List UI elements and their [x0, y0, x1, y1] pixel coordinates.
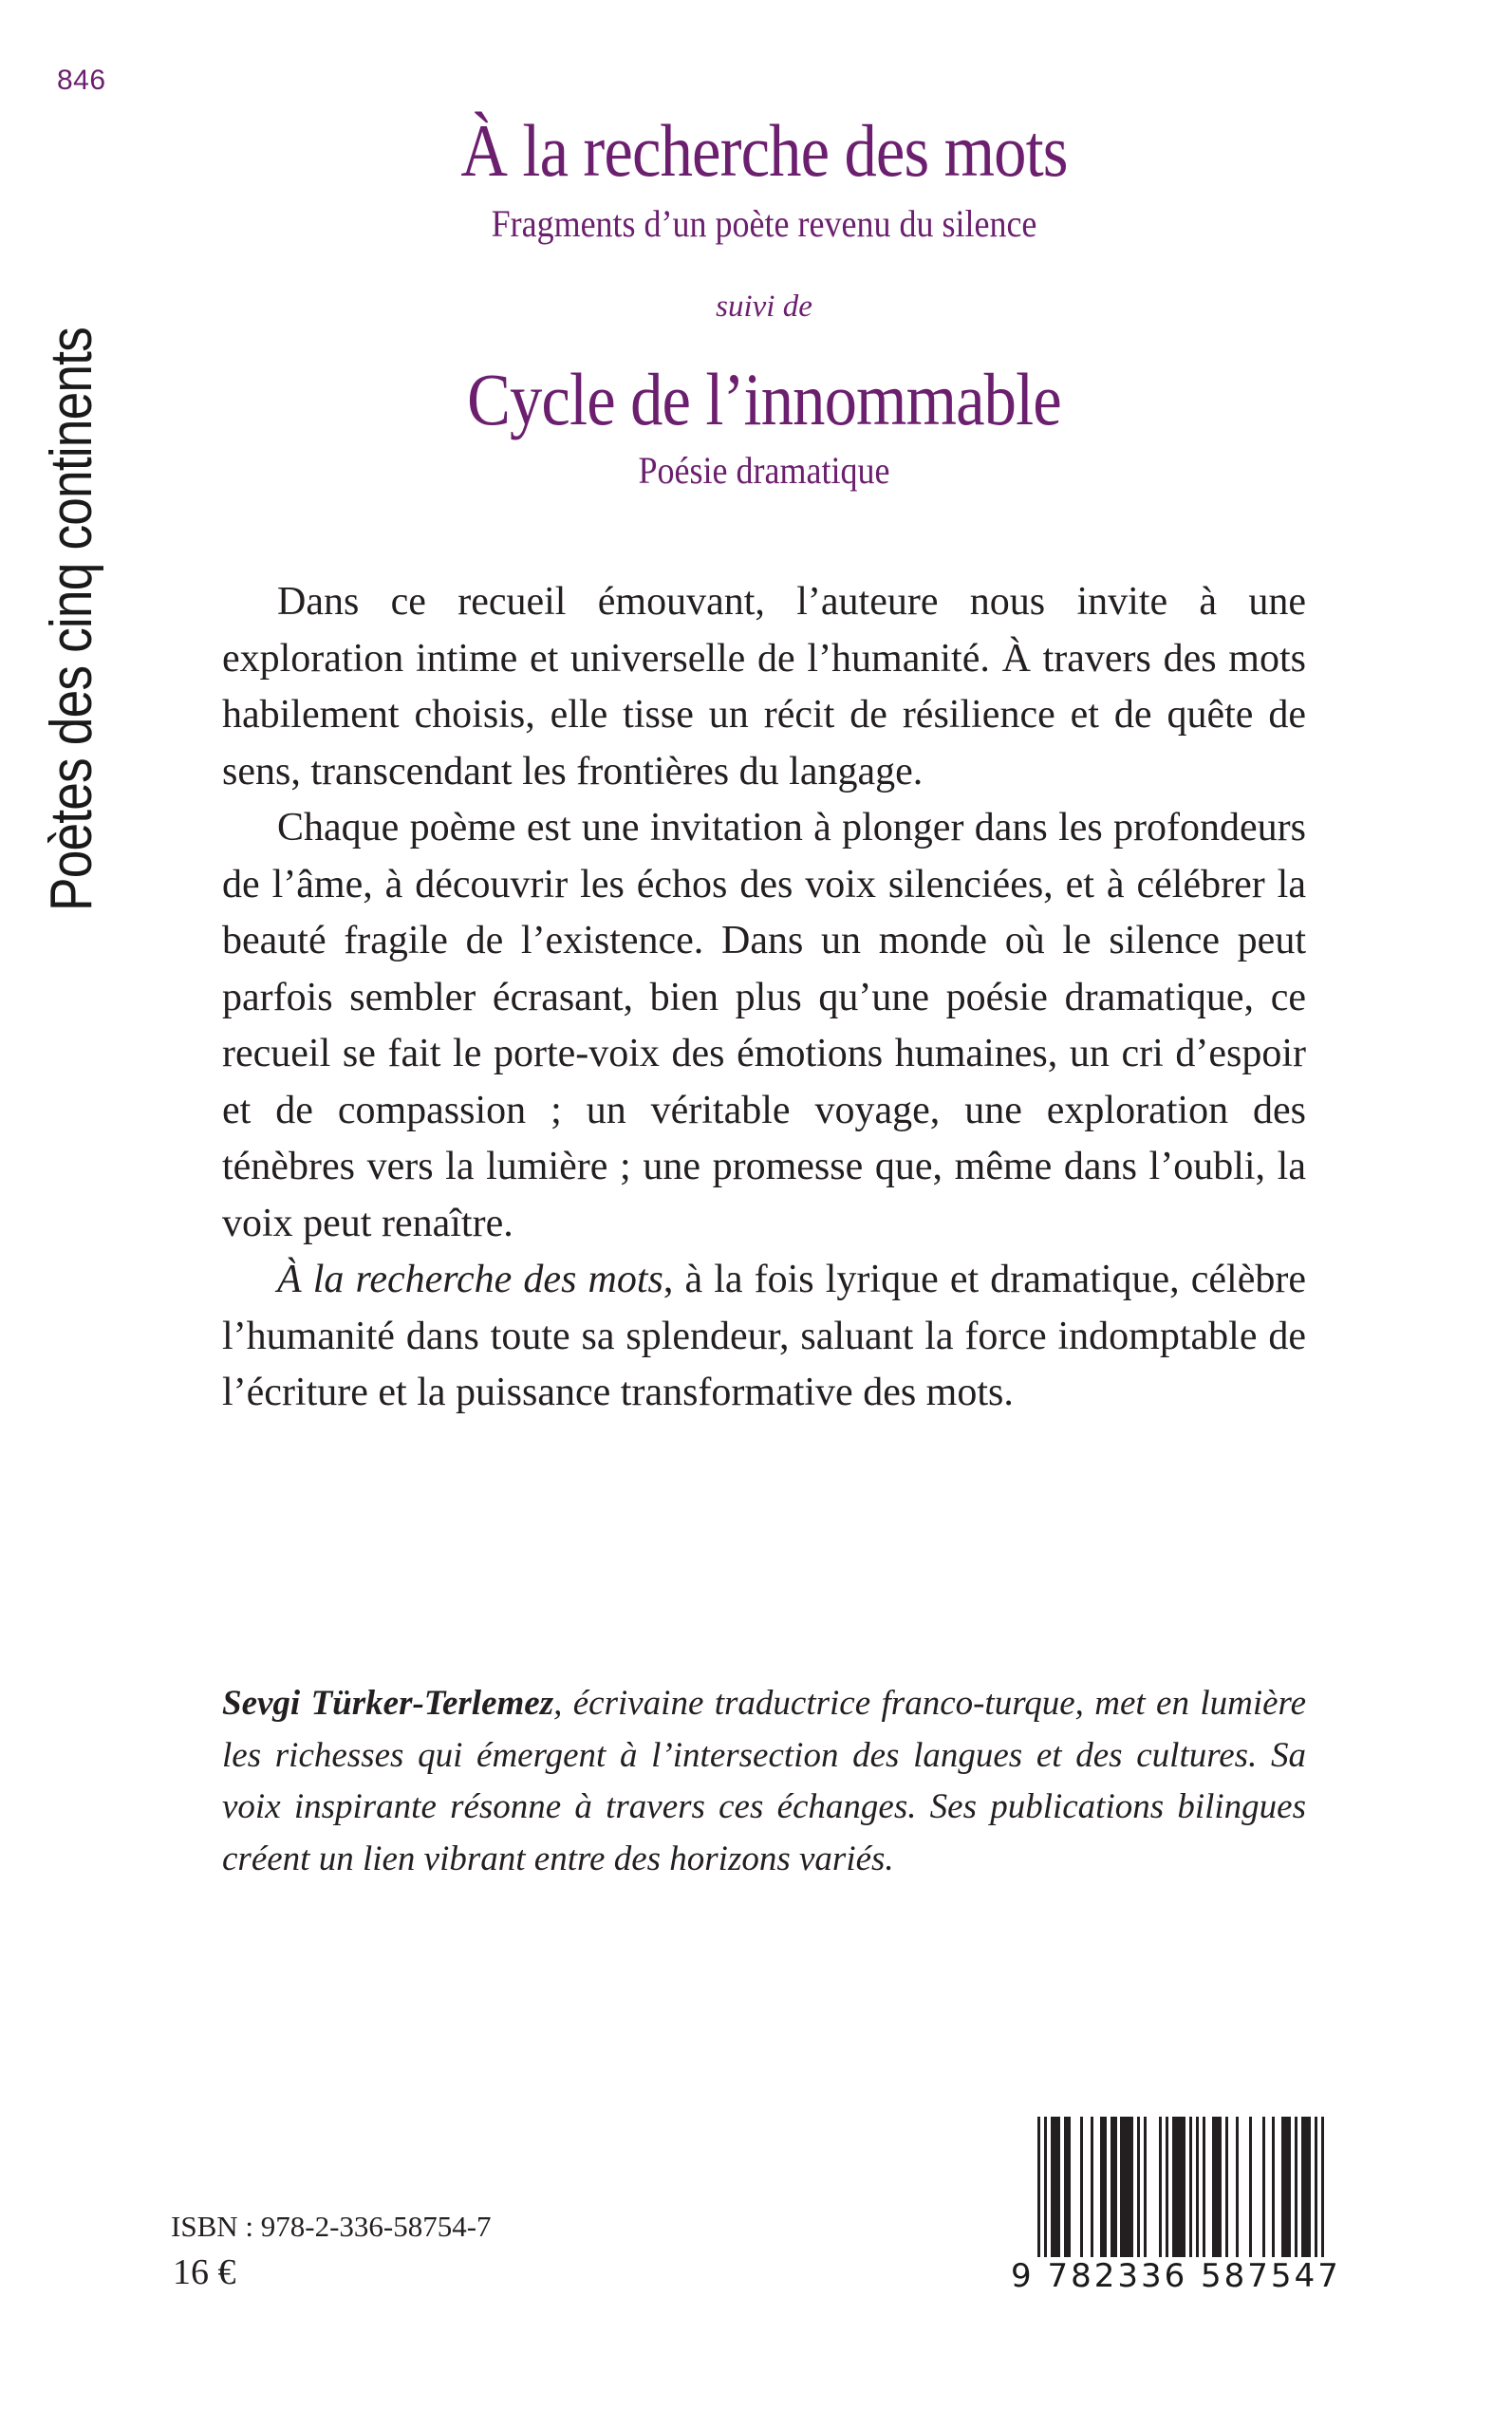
italic-title-reference: À la recherche des mots: [277, 1258, 663, 1301]
series-name: Poètes des cinq continents: [39, 327, 104, 911]
second-title: Cycle de l’innommable: [467, 358, 1061, 440]
barcode-icon: [1037, 2117, 1324, 2257]
book-subtitle: Fragments d’un poète revenu du silence: [491, 202, 1037, 245]
second-subtitle: Poésie dramatique: [638, 449, 890, 492]
title-connector: suivi de: [716, 289, 812, 324]
description-paragraph: Dans ce recueil émouvant, l’auteure nous invite à une exploration intime et universelle de l’humanité. À travers des mots habilement choisis, elle tisse un récit de résilience et de quête de sens, transcendant les frontières du langage.: [222, 580, 1306, 794]
isbn: ISBN : 978-2-336-58754-7: [171, 2210, 492, 2243]
price: 16 €: [173, 2252, 236, 2292]
series-number: 846: [57, 65, 106, 96]
title-block: [218, 109, 1310, 493]
description-paragraph: [222, 1252, 1306, 1422]
book-title: À la recherche des mots: [460, 109, 1068, 192]
description-paragraph: Chaque poème est une invitation à plonger dans les profondeurs de l’âme, à découvrir les échos des voix silenciées, et à célébrer la beauté fragile de l’existence. Dans un monde où le silence peut parfois sembler écrasant, bien plus qu’une poésie dramatique, ce recueil se fait le porte-voix des émotions humaines, un cri d’espoir et de compassion ; un véritable voyage, une exploration des ténèbres vers la lumière ; une promesse que, même dans l’oubli, la voix peut renaître.: [222, 806, 1306, 1245]
author-bio: [222, 1678, 1306, 1885]
paragraph-text: , à la fois lyrique et dramatique, célèbre l’humanité dans toute sa splendeur, saluant la force indomptable de l’écriture et la puissance transformative des mots.: [222, 1258, 1306, 1414]
barcode-digits: 9 782336 587547: [1011, 2257, 1341, 2295]
book-description: [222, 574, 1306, 1422]
author-bio-text: , écrivaine traductrice franco-turque, met en lumière les richesses qui émergent à l’intersection des langues et des cultures. Sa voix inspirante résonne à travers ces échanges. Ses publications bilingues créent un lien vibrant entre des horizons variés.: [222, 1684, 1306, 1878]
author-name: Sevgi Türker-Terlemez: [222, 1684, 554, 1723]
barcode: [1011, 2117, 1341, 2295]
